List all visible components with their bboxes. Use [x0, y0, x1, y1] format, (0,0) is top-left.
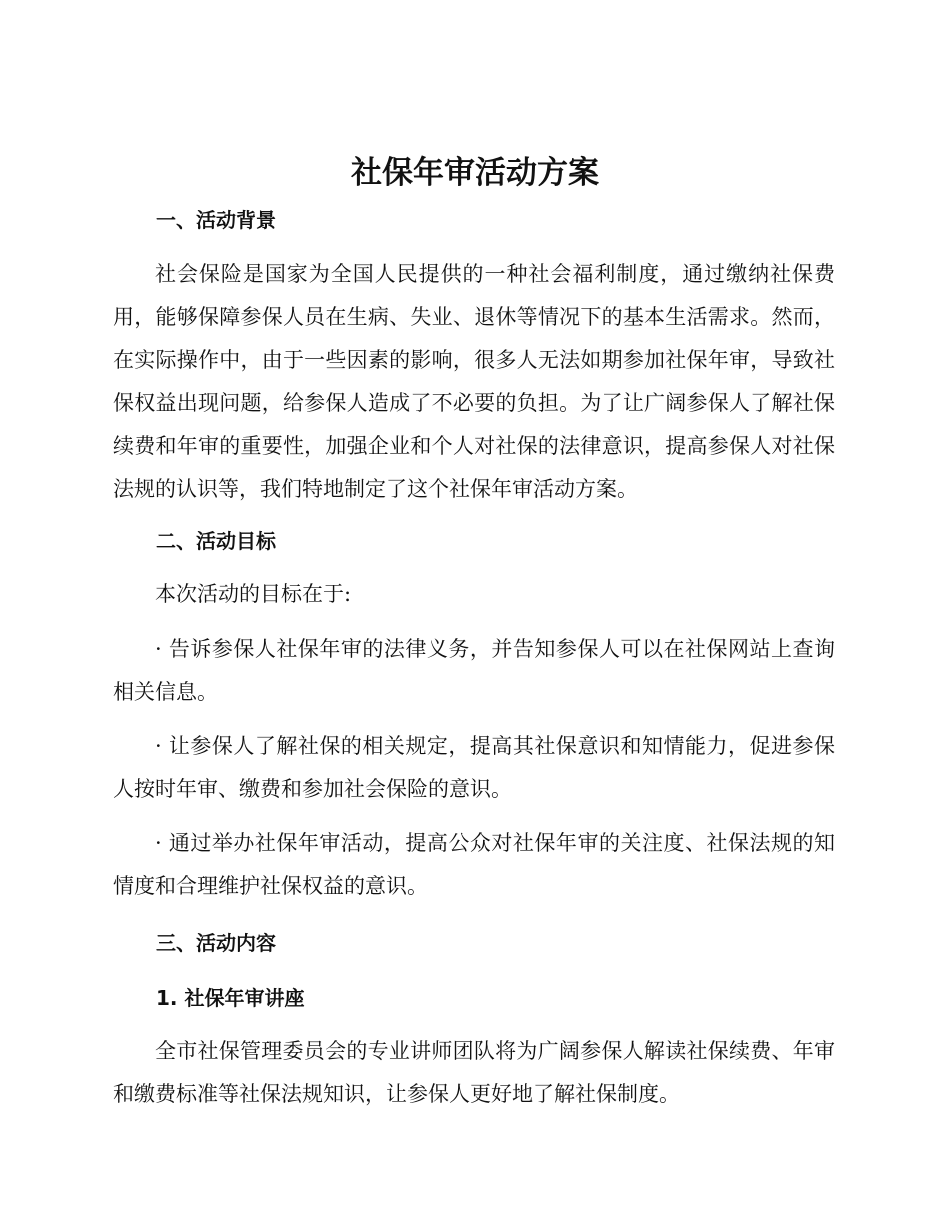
goals-intro: 本次活动的目标在于: — [155, 582, 352, 606]
background-paragraph: 社会保险是国家为全国人民提供的一种社会福利制度，通过缴纳社保费用，能够保障参保人员在生病、失业、退休等情况下的基本生活需求。然而，在实际操作中，由于一些因素的影响，很多人无法如期参加社保年审，导致社保权益出现问题，给参保人造成了不必要的负担。为了让广阔参保人了解社保续费和年审的重要性，加强企业和个人对社保的法律意识，提高参保人对社保法规的认识等，我们特地制定了这个社保年审活动方案。 — [113, 262, 835, 501]
section-heading-content: 三、活动内容 — [156, 931, 276, 955]
section-heading-background: 一、活动背景 — [156, 208, 276, 232]
document-title: 社保年审活动方案 — [351, 155, 599, 191]
goals-bullet-2: · 让参保人了解社保的相关规定，提高其社保意识和知情能力，促进参保人按时年审、缴费和参加社会保险的意识。 — [113, 734, 835, 801]
lecture-paragraph: 全市社保管理委员会的专业讲师团队将为广阔参保人解读社保续费、年审和缴费标准等社保法规知识，让参保人更好地了解社保制度。 — [113, 1039, 835, 1106]
goals-bullet-3: · 通过举办社保年审活动，提高公众对社保年审的关注度、社保法规的知情度和合理维护社保权益的意识。 — [113, 831, 835, 898]
section-heading-goals: 二、活动目标 — [156, 529, 276, 553]
goals-bullet-1: · 告诉参保人社保年审的法律义务，并告知参保人可以在社保网站上查询相关信息。 — [113, 637, 835, 704]
subsection-heading-lecture: 1. 社保年审讲座 — [156, 986, 305, 1010]
